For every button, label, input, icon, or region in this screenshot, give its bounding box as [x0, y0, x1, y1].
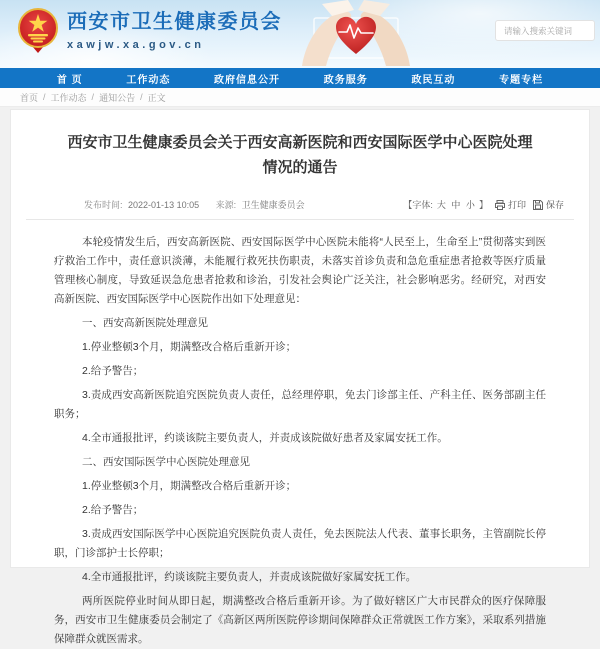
hands-heart-image: [292, 0, 420, 66]
publish-time-label: 发布时间:: [84, 200, 123, 210]
article-paragraph: 4.全市通报批评，约谈该院主要负责人，并责成该院做好患者及家属安抚工作。: [82, 432, 448, 444]
article-paragraph: 3.责成西安国际医学中心医院追究医院负责人责任，免去医院法人代表、董事长职务，主管副院长停职，门诊部护士长停职；: [54, 528, 546, 559]
breadcrumb-item-home[interactable]: 首页: [20, 92, 39, 103]
nav-item-work-news[interactable]: 工作动态: [126, 74, 171, 86]
site-header: [0, 0, 600, 68]
font-size-controls: [403, 198, 488, 211]
breadcrumb-separator: /: [43, 92, 46, 102]
section-heading: 二、西安国际医学中心医院处理意见: [82, 456, 250, 468]
breadcrumb-item-notices[interactable]: 通知公告: [99, 92, 136, 103]
publish-time: 2022-01-13 10:05: [128, 200, 200, 210]
site-logo-link[interactable]: [18, 8, 282, 54]
article-paragraph: 1.停业整顿3个月，期满整改合格后重新开诊；: [82, 480, 297, 492]
font-label-open: 【字体:: [403, 200, 433, 210]
article-body: [11, 220, 589, 649]
nav-item-topics[interactable]: 专题专栏: [499, 74, 544, 86]
nav-item-interaction[interactable]: 政民互动: [411, 74, 456, 86]
nav-item-home[interactable]: 首 页: [56, 74, 83, 86]
source: 卫生健康委员会: [241, 200, 305, 210]
font-size-medium[interactable]: 中: [451, 200, 461, 210]
article-paragraph: 1.停业整顿3个月，期满整改合格后重新开诊；: [82, 341, 297, 353]
save-label: 保存: [545, 200, 564, 210]
breadcrumb-item-work-news[interactable]: 工作动态: [50, 92, 87, 103]
article-paragraph: 本轮疫情发生后，西安高新医院、西安国际医学中心医院未能将“人民至上，生命至上”贯彻落实到医疗救治工作中，责任意识淡薄，未能履行救死扶伤职责，未落实首诊负责和急危重症患者抢救等医疗质量管理核心制度，导致延误急危患者抢救和诊治，引发社会舆论广泛关注，社会影响恶劣。经研究，对西安高新医院、西安国际医学中心医院作出如下处理意见：: [54, 236, 546, 305]
article-paragraph: 两所医院停业时间从即日起，期满整改合格后重新开诊。为了做好辖区广大市民群众的医疗保障服务，西安市卫生健康委员会制定了《高新区两所医院停诊期间保障群众正常就医工作方案》，采取系列措施保障群众就医需求。: [54, 595, 546, 645]
article-title: 西安市卫生健康委员会关于西安高新医院和西安国际医学中心医院处理情况的通告: [67, 134, 533, 176]
font-size-small[interactable]: 小: [465, 200, 475, 210]
font-size-large[interactable]: 大: [436, 200, 446, 210]
national-emblem-icon: [18, 8, 58, 54]
content-panel: [10, 109, 590, 645]
breadcrumb-separator: /: [91, 92, 95, 102]
breadcrumb-item-current: 正文: [147, 92, 166, 103]
article-paragraph: 3.责成西安高新医院追究医院负责人责任，总经理停职，免去门诊部主任、产科主任、医务部副主任职务；: [54, 389, 546, 420]
section-heading: 一、西安高新医院处理意见: [82, 317, 208, 329]
search-input[interactable]: [495, 20, 595, 41]
article-paragraph: 2.给予警告；: [82, 365, 144, 377]
article-meta: [36, 198, 564, 211]
print-button[interactable]: [495, 198, 526, 211]
save-icon: [533, 200, 543, 210]
breadcrumb-separator: /: [140, 92, 143, 102]
print-icon: [495, 200, 505, 210]
nav-item-services[interactable]: 政务服务: [323, 74, 368, 86]
breadcrumb: [0, 88, 600, 107]
nav-item-info-disclosure[interactable]: 政府信息公开: [214, 74, 281, 86]
source-label: 来源:: [215, 200, 237, 210]
article-paragraph: 4.全市通报批评，约谈该院主要负责人，并责成该院做好家属安抚工作。: [82, 571, 417, 583]
main-nav: [0, 68, 600, 88]
article-paragraph: 2.给予警告；: [82, 504, 144, 516]
site-title: 西安市卫生健康委员会: [67, 11, 282, 33]
save-button[interactable]: [533, 198, 564, 211]
site-url: xawjw.xa.gov.cn: [67, 39, 205, 51]
print-label: 打印: [507, 200, 526, 210]
font-label-close: 】: [478, 200, 488, 210]
